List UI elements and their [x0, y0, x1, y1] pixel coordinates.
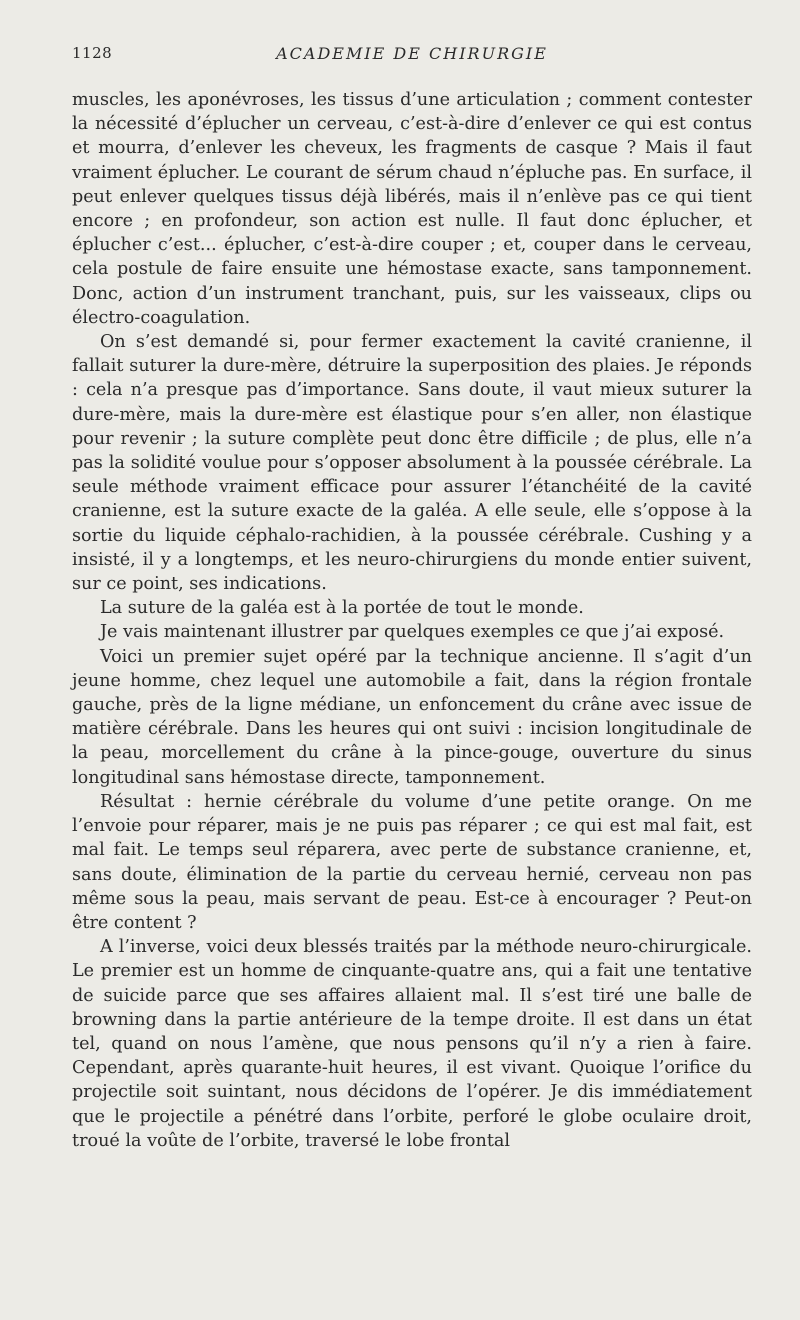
body-text [72, 88, 752, 1153]
paragraph: A l’inverse, voici deux blessés traités par la méthode neuro-chirurgicale. Le premier est un homme de cinquante-quatre ans, qui a fait une tentative de suicide parce que ses affaires allaient mal. Il s’est tiré une balle de browning dans la partie antérieure de la tempe droite. Il est dans un état tel, quand on nous l’amène, que nous pensons qu’il n’y a rien à faire. Cependant, après quarante-huit heures, il est vivant. Quoique l’orifice du projectile soit suintant, nous décidons de l’opérer. Je dis immédiatement que le projectile a pénétré dans l’orbite, perforé le globe oculaire droit, troué la voûte de l’orbite, traversé le lobe frontal [72, 937, 752, 1151]
paragraph: Je vais maintenant illustrer par quelques exemples ce que j’ai exposé. [100, 622, 725, 643]
paragraph: Voici un premier sujet opéré par la technique ancienne. Il s’agit d’un jeune homme, chez lequel une automobile a fait, dans la région frontale gauche, près de la ligne médiane, un enfoncement du crâne avec issue de matière cérébrale. Dans les heures qui ont suivi : incision longitudinale de la peau, morcellement du crâne à la pince-gouge, ouverture du sinus longitudinal sans hémostase directe, tamponnement. [72, 646, 752, 788]
paragraph-continued: muscles, les aponévroses, les tissus d’une articulation ; comment contester la nécessité d’éplucher un cerveau, c’est-à-dire d’enlever ce qui est contus et mourra, d’enlever les cheveux, les fragments de casque ? Mais il faut vraiment éplucher. Le courant de sérum chaud n’épluche pas. En surface, il peut enlever quelques tissus déjà libérés, mais il n’enlève pas ce qui tient encore ; en profondeur, son action est nulle. Il faut donc éplucher, et éplucher c’est... éplucher, c’est-à-dire couper ; et, couper dans le cerveau, cela postule de faire ensuite une hémostase exacte, sans tamponnement. Donc, action d’un instrument tranchant, puis, sur les vaisseaux, clips ou électro-coagulation. [72, 90, 752, 328]
page-header [72, 44, 752, 72]
page-number: 1128 [72, 44, 113, 62]
paragraph: La suture de la galéa est à la portée de tout le monde. [100, 598, 584, 619]
running-title: ACADEMIE DE CHIRURGIE [276, 44, 548, 63]
paragraph: On s’est demandé si, pour fermer exactement la cavité cranienne, il fallait suturer la dure-mère, détruire la superposition des plaies. Je réponds : cela n’a presque pas d’importance. Sans doute, il vaut mieux suturer la dure-mère, mais la dure-mère est élastique pour s’en aller, non élastique pour revenir ; la suture complète peut donc être difficile ; de plus, elle n’a pas la solidité voulue pour s’opposer absolument à la poussée cérébrale. La seule méthode vraiment efficace pour assurer l’étanchéité de la cavité cranienne, est la suture exacte de la galéa. A elle seule, elle s’oppose à la sortie du liquide céphalo-rachidien, à la poussée cérébrale. Cushing y a insisté, il y a longtemps, et les neuro-chirurgiens du monde entier suivent, sur ce point, ses indications. [72, 332, 752, 595]
paragraph: Résultat : hernie cérébrale du volume d’une petite orange. On me l’envoie pour réparer, mais je ne puis pas réparer ; ce qui est mal fait, est mal fait. Le temps seul réparera, avec perte de substance cranienne, et, sans doute, élimination de la partie du cerveau hernié, cerveau non pas même sous la peau, mais servant de peau. Est-ce à encourager ? Peut-on être content ? [72, 791, 752, 933]
